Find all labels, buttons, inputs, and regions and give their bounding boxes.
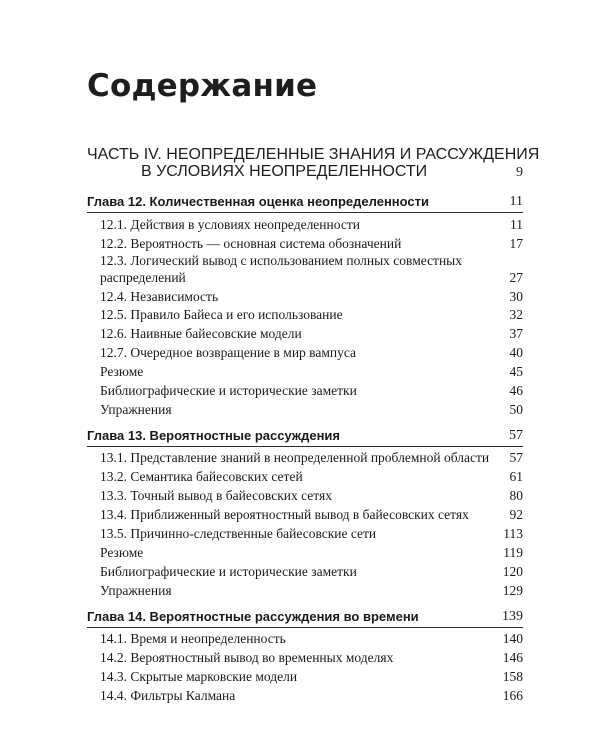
- entry-title: Библиографические и исторические заметки: [100, 564, 357, 579]
- entry-title: 13.1. Представление знаний в неопределенной проблемной области: [100, 450, 490, 465]
- entry-page: 40: [509, 345, 523, 360]
- entry-page: 92: [509, 507, 523, 522]
- entry-page: 120: [502, 564, 523, 579]
- entry-page: 57: [509, 450, 523, 465]
- entry-page: 61: [509, 469, 523, 484]
- entry-title: 12.1. Действия в условиях неопределенности: [100, 217, 360, 232]
- entry-page: 30: [509, 289, 523, 304]
- entry-page: 140: [502, 631, 523, 646]
- toc-entry[interactable]: [87, 688, 523, 706]
- toc-entry[interactable]: [87, 545, 523, 563]
- toc-entry[interactable]: [87, 307, 523, 325]
- chapter-page: 139: [502, 609, 523, 624]
- entry-title: Упражнения: [100, 402, 172, 417]
- entry-page: 11: [510, 217, 523, 232]
- entry-title: 13.3. Точный вывод в байесовских сетях: [100, 488, 332, 503]
- toc-entry[interactable]: [87, 488, 523, 506]
- entry-page: 113: [503, 526, 523, 541]
- toc-entry[interactable]: [87, 583, 523, 601]
- entry-page: 17: [509, 236, 523, 251]
- chapter-page: 57: [509, 428, 523, 443]
- toc-entry[interactable]: [87, 326, 523, 344]
- toc-entry[interactable]: [87, 450, 523, 468]
- toc-entry[interactable]: [87, 669, 523, 687]
- chapter-title: Глава 14. Вероятностные рассуждения во времени: [87, 609, 419, 624]
- chapter-13-row[interactable]: [87, 428, 523, 446]
- entry-title: 12.5. Правило Байеса и его использование: [100, 307, 343, 322]
- entry-title: 13.4. Приближенный вероятностный вывод в байесовских сетях: [100, 507, 469, 522]
- toc-entry[interactable]: [87, 469, 523, 487]
- entry-page: 50: [509, 402, 523, 417]
- toc-entry[interactable]: [87, 383, 523, 401]
- entry-title: 13.2. Семантика байесовских сетей: [100, 469, 303, 484]
- entry-page: 146: [502, 650, 523, 665]
- toc-entry[interactable]: [87, 236, 523, 254]
- chapter-title: Глава 13. Вероятностные рассуждения: [87, 428, 340, 443]
- toc-entry[interactable]: [87, 289, 523, 307]
- entry-title: 13.5. Причинно-следственные байесовские сети: [100, 526, 377, 541]
- part-title-line-2: В УСЛОВИЯХ НЕОПРЕДЕЛЕННОСТИ: [141, 163, 428, 180]
- entry-title: 14.4. Фильтры Калмана: [100, 688, 236, 703]
- toc-entry[interactable]: [87, 631, 523, 649]
- toc-entry[interactable]: [87, 402, 523, 420]
- entry-page: 158: [502, 669, 523, 684]
- entry-title-continued: распределений: [100, 270, 186, 285]
- entry-page: 27: [509, 270, 523, 285]
- entry-page: 46: [509, 383, 523, 398]
- toc-entry[interactable]: [87, 364, 523, 382]
- entry-page: 45: [509, 364, 523, 379]
- entry-title: 14.2. Вероятностный вывод во временных моделях: [100, 650, 394, 665]
- chapter-divider: [87, 627, 523, 628]
- entry-title: 12.7. Очередное возвращение в мир вампуса: [100, 345, 357, 360]
- chapter-title: Глава 12. Количественная оценка неопределенности: [87, 194, 430, 209]
- chapter-divider: [87, 446, 523, 447]
- toc-entry[interactable]: [87, 650, 523, 668]
- toc-entry[interactable]: [87, 345, 523, 363]
- entry-page: 32: [509, 307, 523, 322]
- part-page-number: 9: [516, 165, 523, 180]
- entry-title: 12.6. Наивные байесовские модели: [100, 326, 302, 341]
- chapter-page: 11: [509, 194, 523, 209]
- entry-title: Резюме: [100, 364, 144, 379]
- entry-page: 166: [502, 688, 523, 703]
- chapter-12-row[interactable]: [87, 194, 523, 212]
- entry-title: 12.3. Логический вывод с использованием полных совместных: [100, 253, 463, 268]
- chapter-14-row[interactable]: [87, 609, 523, 627]
- entry-title: Упражнения: [100, 583, 172, 598]
- toc-entry[interactable]: [87, 217, 523, 235]
- part-title-line-1: ЧАСТЬ IV. НЕОПРЕДЕЛЕННЫЕ ЗНАНИЯ И РАССУЖДЕНИЯ: [87, 146, 540, 163]
- toc-entry[interactable]: [87, 526, 523, 544]
- toc-entry[interactable]: [87, 253, 523, 287]
- entry-title: 14.1. Время и неопределенность: [100, 631, 286, 646]
- entry-title: Резюме: [100, 545, 144, 560]
- entry-title: 14.3. Скрытые марковские модели: [100, 669, 298, 684]
- entry-page: 37: [509, 326, 523, 341]
- entry-page: 129: [502, 583, 523, 598]
- chapter-divider: [87, 212, 523, 213]
- entry-title: 12.4. Независимость: [100, 289, 219, 304]
- toc-entry[interactable]: [87, 507, 523, 525]
- entry-page: 80: [509, 488, 523, 503]
- toc-entry[interactable]: [87, 564, 523, 582]
- entry-title: Библиографические и исторические заметки: [100, 383, 357, 398]
- page-title: Содержание: [87, 68, 318, 104]
- entry-page: 119: [503, 545, 523, 560]
- entry-title: 12.2. Вероятность — основная система обозначений: [100, 236, 402, 251]
